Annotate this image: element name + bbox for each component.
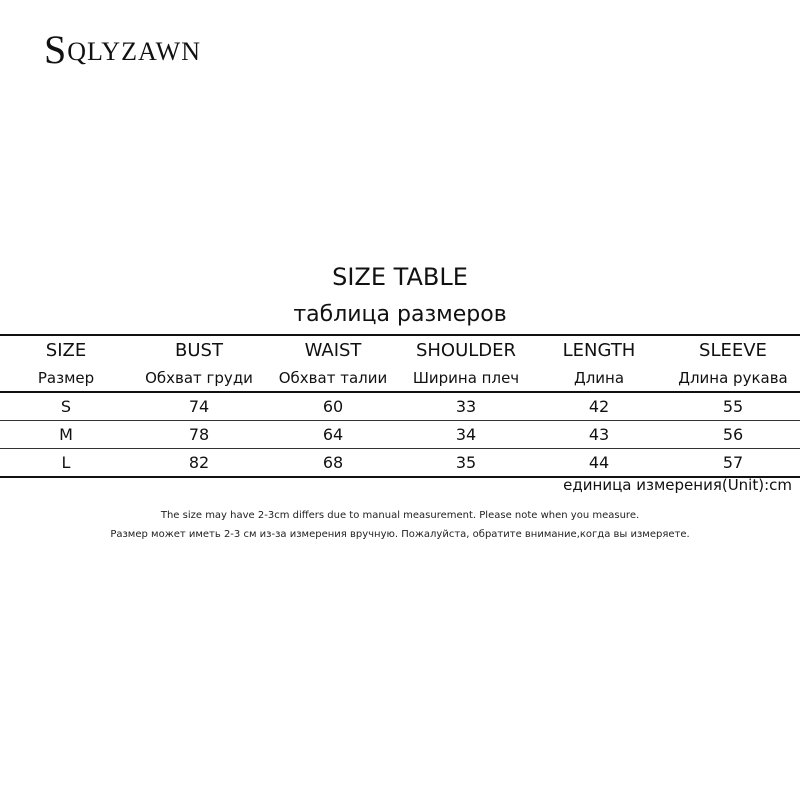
cell-sleeve: 56: [666, 421, 800, 449]
size-table-title: SIZE TABLE: [332, 263, 468, 291]
cell-length: 43: [532, 421, 666, 449]
header-size-ru: Размер: [0, 364, 132, 392]
cell-bust: 78: [132, 421, 266, 449]
cell-shoulder: 34: [400, 421, 532, 449]
cell-bust: 82: [132, 449, 266, 478]
size-table: [0, 334, 800, 478]
header-waist: WAIST: [266, 335, 400, 364]
cell-waist: 68: [266, 449, 400, 478]
cell-waist: 60: [266, 392, 400, 421]
header-length-ru: Длина: [532, 364, 666, 392]
table-row: [0, 392, 800, 421]
table-row: [0, 421, 800, 449]
cell-bust: 74: [132, 392, 266, 421]
cell-shoulder: 33: [400, 392, 532, 421]
header-bust-ru: Обхват груди: [132, 364, 266, 392]
cell-length: 42: [532, 392, 666, 421]
header-shoulder-ru: Ширина плеч: [400, 364, 532, 392]
header-sleeve-ru: Длина рукава: [666, 364, 800, 392]
header-row-ru: [0, 364, 800, 392]
measurement-note-ru: Размер может иметь 2-3 см из-за измерения вручную. Пожалуйста, обратите внимание,когда вы измеряете.: [110, 529, 690, 540]
unit-note: единица измерения(Unit):cm: [563, 476, 792, 494]
table-row: [0, 449, 800, 478]
cell-sleeve: 55: [666, 392, 800, 421]
header-bust: BUST: [132, 335, 266, 364]
header-sleeve: SLEEVE: [666, 335, 800, 364]
header-shoulder: SHOULDER: [400, 335, 532, 364]
cell-size: M: [0, 421, 132, 449]
measurement-note-en: The size may have 2-3cm differs due to manual measurement. Please note when you measure.: [160, 510, 640, 521]
header-length: LENGTH: [532, 335, 666, 364]
brand-initial: S: [44, 27, 68, 72]
size-table-title-ru: таблица размеров: [293, 302, 507, 327]
header-size: SIZE: [0, 335, 132, 364]
brand-logo: [44, 26, 201, 73]
header-row-en: [0, 335, 800, 364]
cell-waist: 64: [266, 421, 400, 449]
cell-shoulder: 35: [400, 449, 532, 478]
header-waist-ru: Обхват талии: [266, 364, 400, 392]
cell-length: 44: [532, 449, 666, 478]
brand-name-rest: QLYZAWN: [67, 37, 201, 66]
cell-sleeve: 57: [666, 449, 800, 478]
cell-size: S: [0, 392, 132, 421]
cell-size: L: [0, 449, 132, 478]
